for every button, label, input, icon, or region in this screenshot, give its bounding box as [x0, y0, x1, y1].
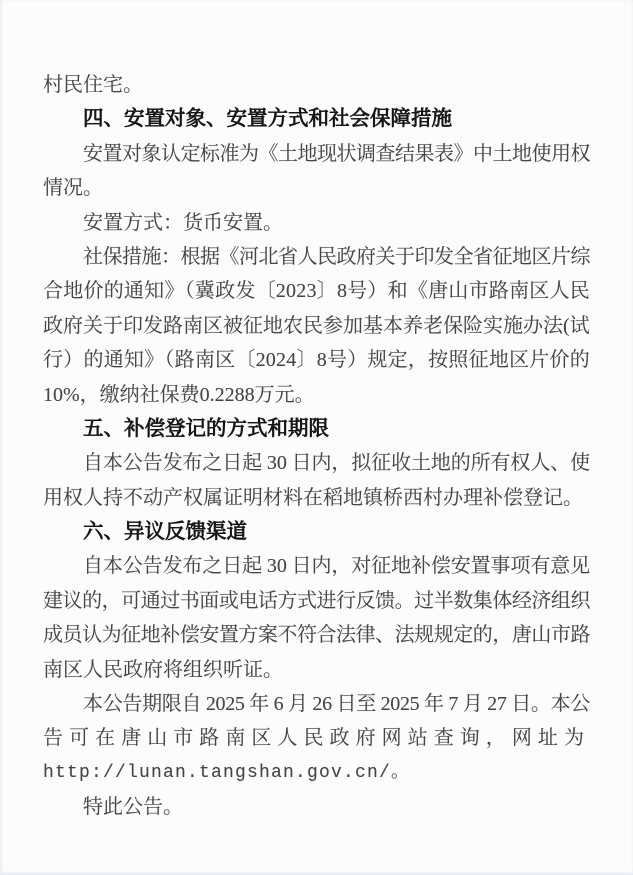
text-line-content: 自本公告发布之日起 30 日内，拟征收土地的所有权人、使 — [83, 452, 590, 475]
text-line-content: 五、补偿登记的方式和期限 — [83, 416, 329, 440]
text-line — [43, 721, 590, 755]
text-line — [43, 309, 590, 343]
text-line — [43, 549, 590, 583]
text-line-content: 社保措施：根据《河北省人民政府关于印发全省征地区片综 — [83, 245, 590, 268]
text-line-content: 特此公告。 — [83, 796, 183, 819]
text-line — [43, 618, 590, 652]
text-line — [43, 206, 590, 240]
text-line-content: http://lunan.tangshan.gov.cn/。 — [43, 762, 411, 783]
text-line — [43, 68, 590, 102]
text-line — [43, 481, 590, 515]
text-line — [43, 378, 590, 412]
text-line-content: 告可在唐山市路南区人民政府网站查询，网址为 — [43, 727, 590, 750]
text-line-content: 成员认为征地补偿安置方案不符合法律、法规规定的，唐山市路 — [43, 624, 590, 647]
text-line — [43, 171, 590, 205]
text-line — [43, 756, 590, 790]
text-line — [43, 653, 590, 687]
text-line-content: 10%，缴纳社保费0.2288万元。 — [43, 383, 315, 406]
text-line — [43, 584, 590, 618]
text-line-content: 情况。 — [43, 177, 103, 200]
section-heading — [43, 102, 590, 136]
text-line — [43, 240, 590, 274]
text-line-content: 建议的，可通过书面或电话方式进行反馈。过半数集体经济组织 — [43, 589, 590, 612]
section-heading — [43, 515, 590, 549]
text-line-content: 安置方式：货币安置。 — [83, 211, 283, 234]
text-line-content: 行）的通知》（路南区〔2024〕8号）规定，按照征地区片价的 — [43, 349, 590, 372]
text-line — [43, 446, 590, 480]
text-line-content: 六、异议反馈渠道 — [83, 520, 247, 544]
text-line-content: 合地价的通知》（冀政发〔2023〕8号）和《唐山市路南区人民 — [43, 280, 590, 303]
text-line-content: 自本公告发布之日起 30 日内，对征地补偿安置事项有意见 — [83, 555, 590, 578]
text-line-content: 四、安置对象、安置方式和社会保障措施 — [83, 107, 452, 131]
text-line-content: 南区人民政府将组织听证。 — [43, 658, 283, 681]
text-line-content: 安置对象认定标准为《土地现状调查结果表》中土地使用权 — [83, 142, 590, 165]
text-line — [43, 274, 590, 308]
text-line — [43, 343, 590, 377]
text-line-content: 用权人持不动产权属证明材料在稻地镇桥西村办理补偿登记。 — [43, 486, 583, 509]
text-line-content: 政府关于印发路南区被征地农民参加基本养老保险实施办法(试 — [43, 314, 590, 337]
section-heading — [43, 412, 590, 446]
text-line — [43, 790, 590, 824]
text-line-content: 村民住宅。 — [43, 74, 143, 96]
text-line — [43, 687, 590, 721]
text-line — [43, 137, 590, 171]
text-line-content: 本公告期限自 2025 年 6 月 26 日至 2025 年 7 月 27 日。本公 — [83, 693, 591, 716]
